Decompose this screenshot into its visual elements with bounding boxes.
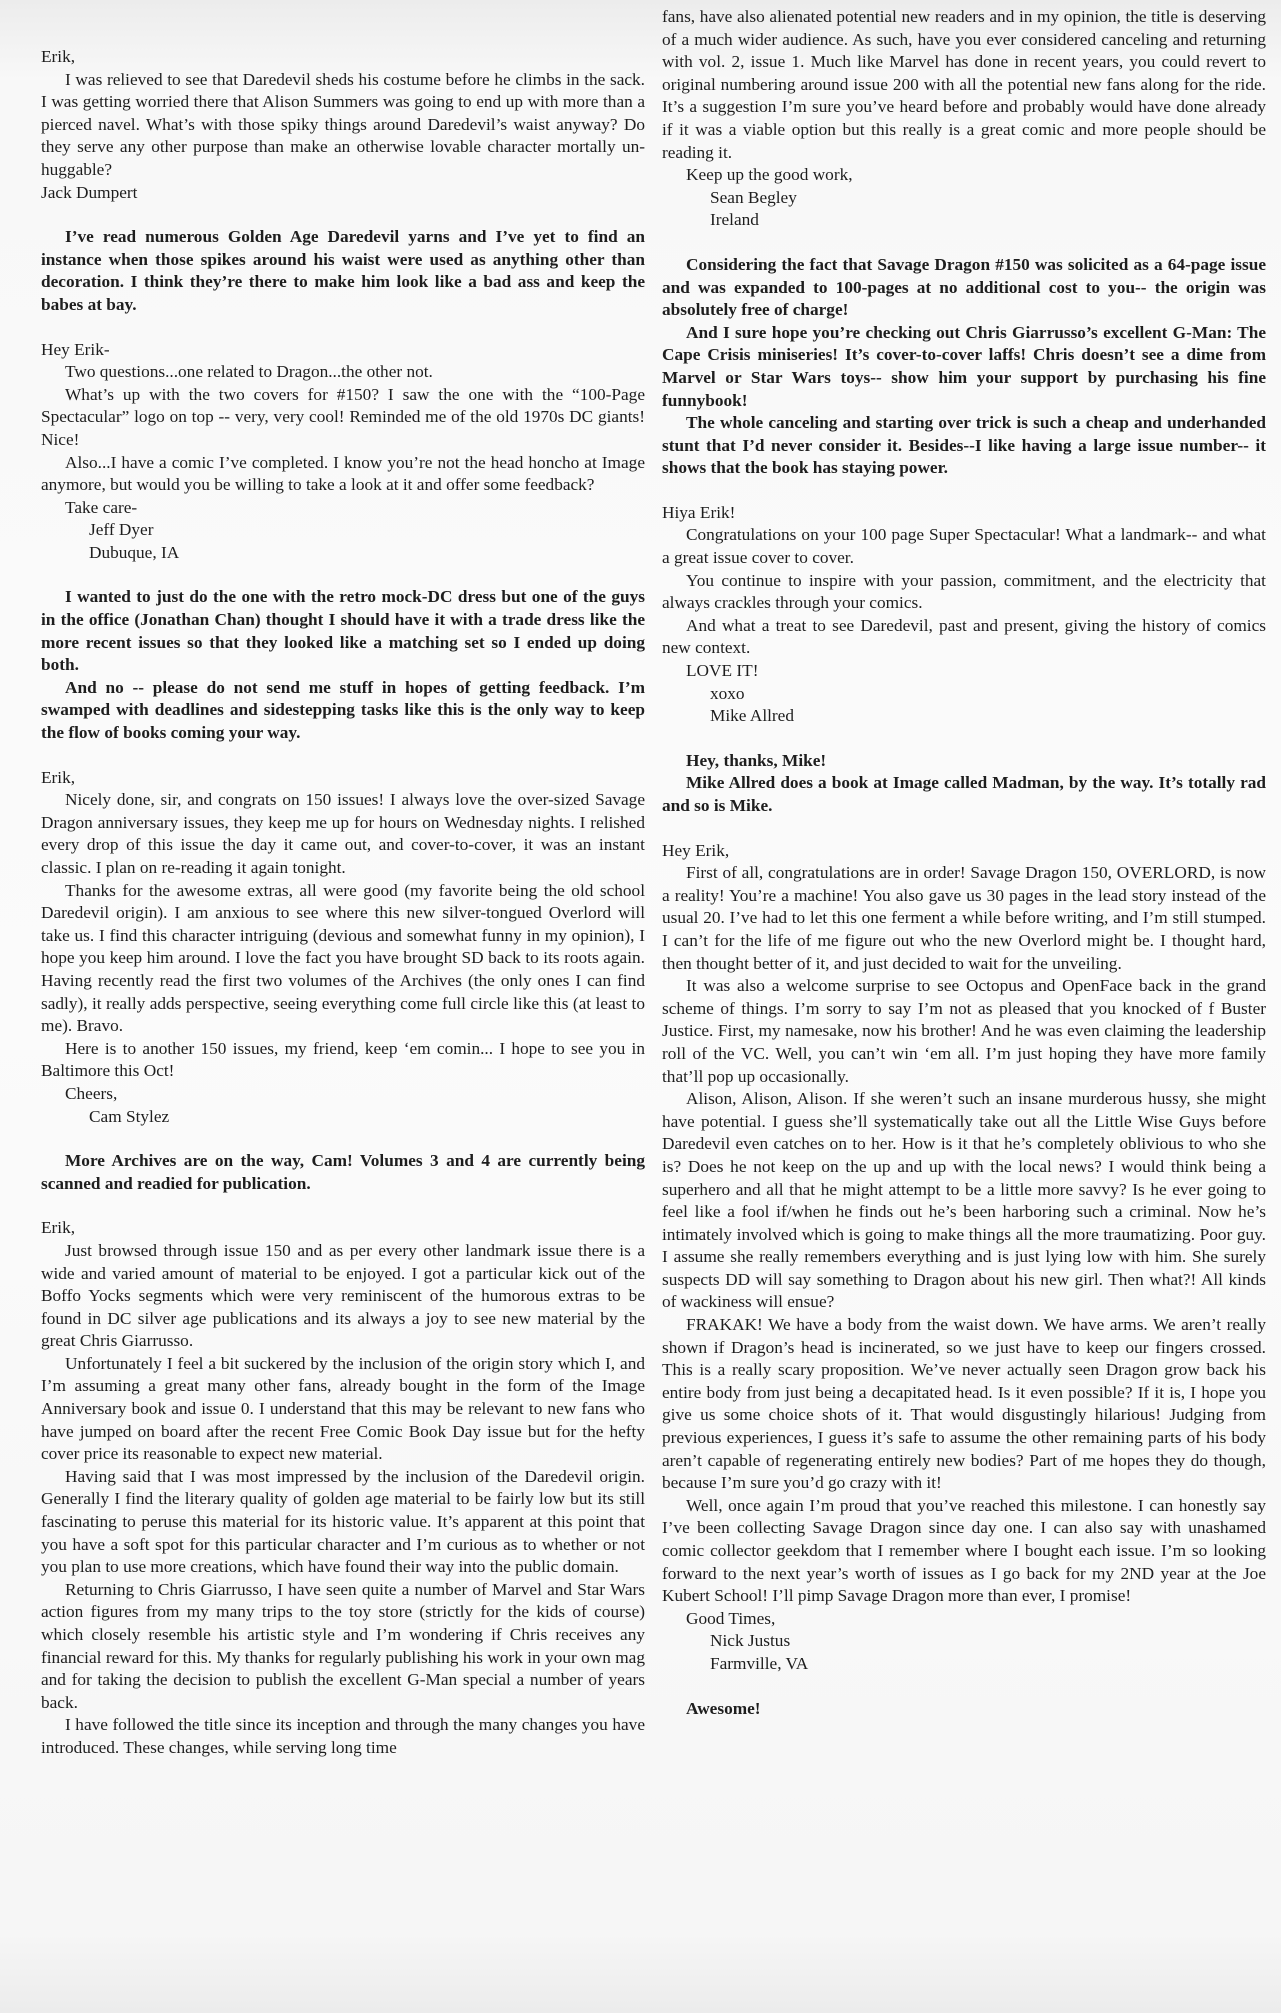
letter-salutation: Erik, — [41, 1218, 76, 1238]
letter-paragraph: Thanks for the awesome extras, all were good (my favorite being the old school Daredevil origin). I am anxious to see where this new silver-tongued Overlord will take us. I find this character intriguing (devious and somewhat funny in my opinion), I hope you keep him around. I love the fact you have brought SD back to its roots again. Having recently read the first two volumes of the Archives (the only ones I can find sadly), it really adds perspective, seeing everything come full circle like this (at least to me). Bravo. — [41, 880, 645, 1036]
letter-paragraph: Nicely done, sir, and congrats on 150 issues! I always love the over-sized Savage Dragon anniversary issues, they keep me up for hours on Wednesday nights. I relished every drop of this issue the day it came out, and cover-to-cover, it was an instant classic. I plan on re-reading it again tonight. — [41, 790, 645, 877]
letter-paragraph: Having said that I was most impressed by the inclusion of the Daredevil origin. Generally I find the literary quality of golden age material to be fairly low but its still fascinating to peruse this material for its historic value. It’s apparent at this point that you have a soft spot for this particular character and I’m curious as to whether or not you plan to use more creations, which have found their way into the public domain. — [41, 1466, 645, 1577]
letter-signature: Jeff Dyer — [89, 520, 154, 540]
block-gap — [662, 1676, 1266, 1698]
letter-paragraph: Here is to another 150 issues, my friend, keep ‘em comin... I hope to see you in Baltimore this Oct! — [41, 1038, 645, 1081]
letter-paragraph: Congratulations on your 100 page Super Spectacular! What a landmark-- and what a great issue cover to cover. — [662, 525, 1266, 568]
letter-sean-cont — [662, 6, 1266, 232]
letter-mike — [662, 502, 1266, 728]
right-column — [662, 6, 1266, 1720]
letter-paragraph: It was also a welcome surprise to see Octopus and OpenFace back in the grand scheme of things. I’m sorry to say I’m not as pleased that you knocked of f Buster Justice. First, my namesake, now his brother! And he was even claiming the leadership roll of the VC. Well, you can’t win ‘em all. I’m just hoping they have more family that’ll pop up occasionally. — [662, 976, 1266, 1086]
letter-signoff: Cheers, — [65, 1083, 118, 1103]
reply-paragraph: I’ve read numerous Golden Age Daredevil yarns and I’ve yet to find an instance when those spikes around his waist were used as anything other than decoration. I think they’re there to make him look like a bad ass and keep the babes at bay. — [41, 227, 645, 314]
letter-paragraph: I was relieved to see that Daredevil sheds his costume before he climbs in the sack. I was getting worried there that Alison Summers was going to end up with more than a pierced navel. What’s with those spiky things around Daredevil’s waist anyway? Do they serve any other purpose than make an otherwise lovable character mortally un-huggable? — [41, 69, 645, 179]
letter-sean — [41, 1217, 645, 1759]
editor-reply-reply-cam — [41, 1150, 645, 1195]
letter-salutation: Erik, — [41, 767, 76, 787]
letter-paragraph: What’s up with the two covers for #150? I saw the one with the “100-Page Spectacular” logo on top -- very, very cool! Reminded me of the old 1970s DC giants! Nice! — [41, 384, 645, 449]
left-column — [41, 46, 645, 1760]
letter-paragraph: FRAKAK! We have a body from the waist down. We have arms. We aren’t really shown if Dragon’s head is incinerated, so we just have to keep our fingers crossed. This is a really scary proposition. We’ve never actually seen Dragon grow back his entire body from just being a decapitated head. Is it even possible? If it is, I hope you give us some choice shots of it. That would disgustingly hilarious! Judging from previous experiences, I guess it’s safe to assume the other remaining parts of his body aren’t capable of regenerating entirely new bodies? Part of me hopes they do though, because I’m sure you’d go crazy with it! — [662, 1315, 1266, 1493]
letter-signature: Ireland — [710, 210, 759, 230]
reply-paragraph: Awesome! — [686, 1698, 761, 1718]
editor-reply-reply-sean — [662, 254, 1266, 480]
letter-signature: Dubuque, IA — [89, 542, 180, 562]
letter-paragraph: Just browsed through issue 150 and as per every other landmark issue there is a wide and varied amount of material to be enjoyed. I got a particular kick out of the Boffo Yocks segments which were very reminiscent of the humorous extras to be found in DC silver age publications and its always a joy to see new material by the great Chris Giarrusso. — [41, 1240, 645, 1351]
block-gap — [41, 564, 645, 586]
letter-salutation: Hey Erik, — [662, 840, 730, 860]
block-gap — [41, 745, 645, 767]
letter-signoff: Good Times, — [686, 1608, 776, 1628]
letter-paragraph: Well, once again I’m proud that you’ve reached this milestone. I can honestly say I’ve been collecting Savage Dragon since day one. I can also say with unashamed comic collector geekdom that I remember where I bought each issue. I’m so looking forward to the next year’s worth of issues as I go back for my 2ND year at the Joe Kubert School! I’ll pimp Savage Dragon more than ever, I promise! — [662, 1495, 1266, 1606]
letter-salutation: Hiya Erik! — [662, 502, 736, 522]
letter-paragraph-continued: fans, have also alienated potential new readers and in my opinion, the title is deserving of a much wider audience. As such, have you ever considered canceling and returning with vol. 2, issue 1. Much like Marvel has done in recent years, you could revert to original numbering around issue 200 with all the potential new fans along for the ride. It’s a suggestion I’m sure you’ve heard before and probably would have done already if it was a viable option but this really is a great comic and more people should be reading it. — [662, 7, 1266, 162]
block-gap — [41, 317, 645, 339]
block-gap — [41, 1128, 645, 1150]
reply-paragraph: And I sure hope you’re checking out Chris Giarrusso’s excellent G-Man: The Cape Crisis miniseries! It’s cover-to-cover laffs! Chris doesn’t see a dime from Marvel or Star Wars toys-- show him your support by purchasing his fine funnybook! — [662, 322, 1266, 410]
letter-signature: Jack Dumpert — [41, 182, 138, 202]
reply-paragraph: The whole canceling and starting over trick is such a cheap and underhanded stunt that I’d never consider it. Besides--I like having a large issue number-- it shows that the book has staying power. — [662, 413, 1266, 478]
letter-signature: Cam Stylez — [89, 1106, 170, 1126]
editor-reply-reply-jeff — [41, 586, 645, 744]
reply-paragraph: Considering the fact that Savage Dragon #150 was solicited as a 64-page issue and was expanded to 100-pages at no additional cost to you-- the origin was absolutely free of charge! — [662, 254, 1266, 320]
letter-paragraph: First of all, congratulations are in order! Savage Dragon 150, OVERLORD, is now a reality! You’re a machine! You also gave us 30 pages in the lead story instead of the usual 20. I’ve had to let this one ferment a while before writing, and I’m still stumped. I can’t for the life of me figure out who the new Overlord might be. I thought hard, then thought better of it, and just decided to wait for the unveiling. — [662, 863, 1266, 973]
letter-salutation: Erik, — [41, 47, 76, 66]
letter-paragraph: Returning to Chris Giarrusso, I have seen quite a number of Marvel and Star Wars action figures from my many trips to the toy store (strictly for the kids of course) which closely resemble his artistic style and I’m wondering if Chris receives any financial reward for this. My thanks for regularly publishing his work in your own mag and for taking the decision to publish the excellent G-Man special a number of years back. — [41, 1579, 645, 1712]
letter-paragraph: And what a treat to see Daredevil, past and present, giving the history of comics new context. — [662, 615, 1266, 658]
letter-paragraph: I have followed the title since its inception and through the many changes you have introduced. These changes, while serving long time — [41, 1715, 645, 1757]
block-gap — [662, 232, 1266, 254]
letter-salutation: Hey Erik- — [41, 339, 110, 359]
letter-jeff — [41, 339, 645, 565]
letter-paragraph: Also...I have a comic I’ve completed. I know you’re not the head honcho at Image anymore, but would you be willing to take a look at it and offer some feedback? — [41, 452, 645, 495]
reply-paragraph: And no -- please do not send me stuff in hopes of getting feedback. I’m swamped with deadlines and sidestepping tasks like this is the only way to keep the flow of books coming your way. — [41, 677, 645, 743]
letter-signature: xoxo — [710, 683, 745, 703]
letter-signature: Sean Begley — [710, 187, 797, 207]
reply-paragraph: More Archives are on the way, Cam! Volumes 3 and 4 are currently being scanned and readied for publication. — [41, 1151, 645, 1193]
block-gap — [662, 818, 1266, 840]
letter-paragraph: Unfortunately I feel a bit suckered by the inclusion of the origin story which I, and I’m assuming a great many other fans, already bought in the form of the Image Anniversary book and issue 0. I understand that this may be relevant to new fans who have jumped on board after the recent Free Comic Book Day issue but for the hefty cover price its reasonable to expect new material. — [41, 1353, 645, 1464]
letter-paragraph: You continue to inspire with your passion, commitment, and the electricity that always crackles through your comics. — [662, 570, 1266, 613]
letter-signature: Mike Allred — [710, 706, 794, 726]
reply-paragraph: Hey, thanks, Mike! — [686, 750, 827, 770]
block-gap — [41, 204, 645, 226]
editor-reply-reply-jack — [41, 226, 645, 316]
editor-reply-reply-mike — [662, 750, 1266, 818]
reply-paragraph: Mike Allred does a book at Image called Madman, by the way. It’s totally rad and so is Mike. — [662, 773, 1266, 815]
letter-nick — [662, 840, 1266, 1676]
block-gap — [662, 480, 1266, 502]
letter-jack — [41, 46, 645, 204]
letter-signature: Farmville, VA — [710, 1653, 809, 1673]
letter-signoff: Take care- — [65, 497, 138, 517]
editor-reply-reply-nick — [662, 1698, 1266, 1721]
reply-paragraph: I wanted to just do the one with the retro mock-DC dress but one of the guys in the office (Jonathan Chan) thought I should have it with a trade dress like the more recent issues so that they looked like a matching set so I ended up doing both. — [41, 587, 645, 675]
letter-signoff: LOVE IT! — [686, 661, 759, 681]
letter-signature: Nick Justus — [710, 1631, 791, 1651]
letter-paragraph: Two questions...one related to Dragon...the other not. — [65, 362, 433, 382]
letter-cam — [41, 767, 645, 1129]
letter-signoff: Keep up the good work, — [686, 165, 853, 185]
letter-paragraph: Alison, Alison, Alison. If she weren’t such an insane murderous hussy, she might have potential. I guess she’ll systematically take out all the Little Wise Guys before Daredevil even catches on to her. How is it that he’s completely oblivious to who she is? Does he not keep on the up and up with the local news? I would think being a superhero and all that he might attempt to be a little more savvy? Is he ever going to feel like a fool if/when he finds out he’s been harboring such a criminal. Now he’s intimately involved which is going to make things all the more traumatizing. Poor guy. I assume she really remembers everything and is just lying low with him. She surely suspects DD will say something to Dragon about his new girl. Then what?! All kinds of wackiness will ensue? — [662, 1089, 1266, 1312]
block-gap — [41, 1195, 645, 1217]
block-gap — [662, 728, 1266, 750]
